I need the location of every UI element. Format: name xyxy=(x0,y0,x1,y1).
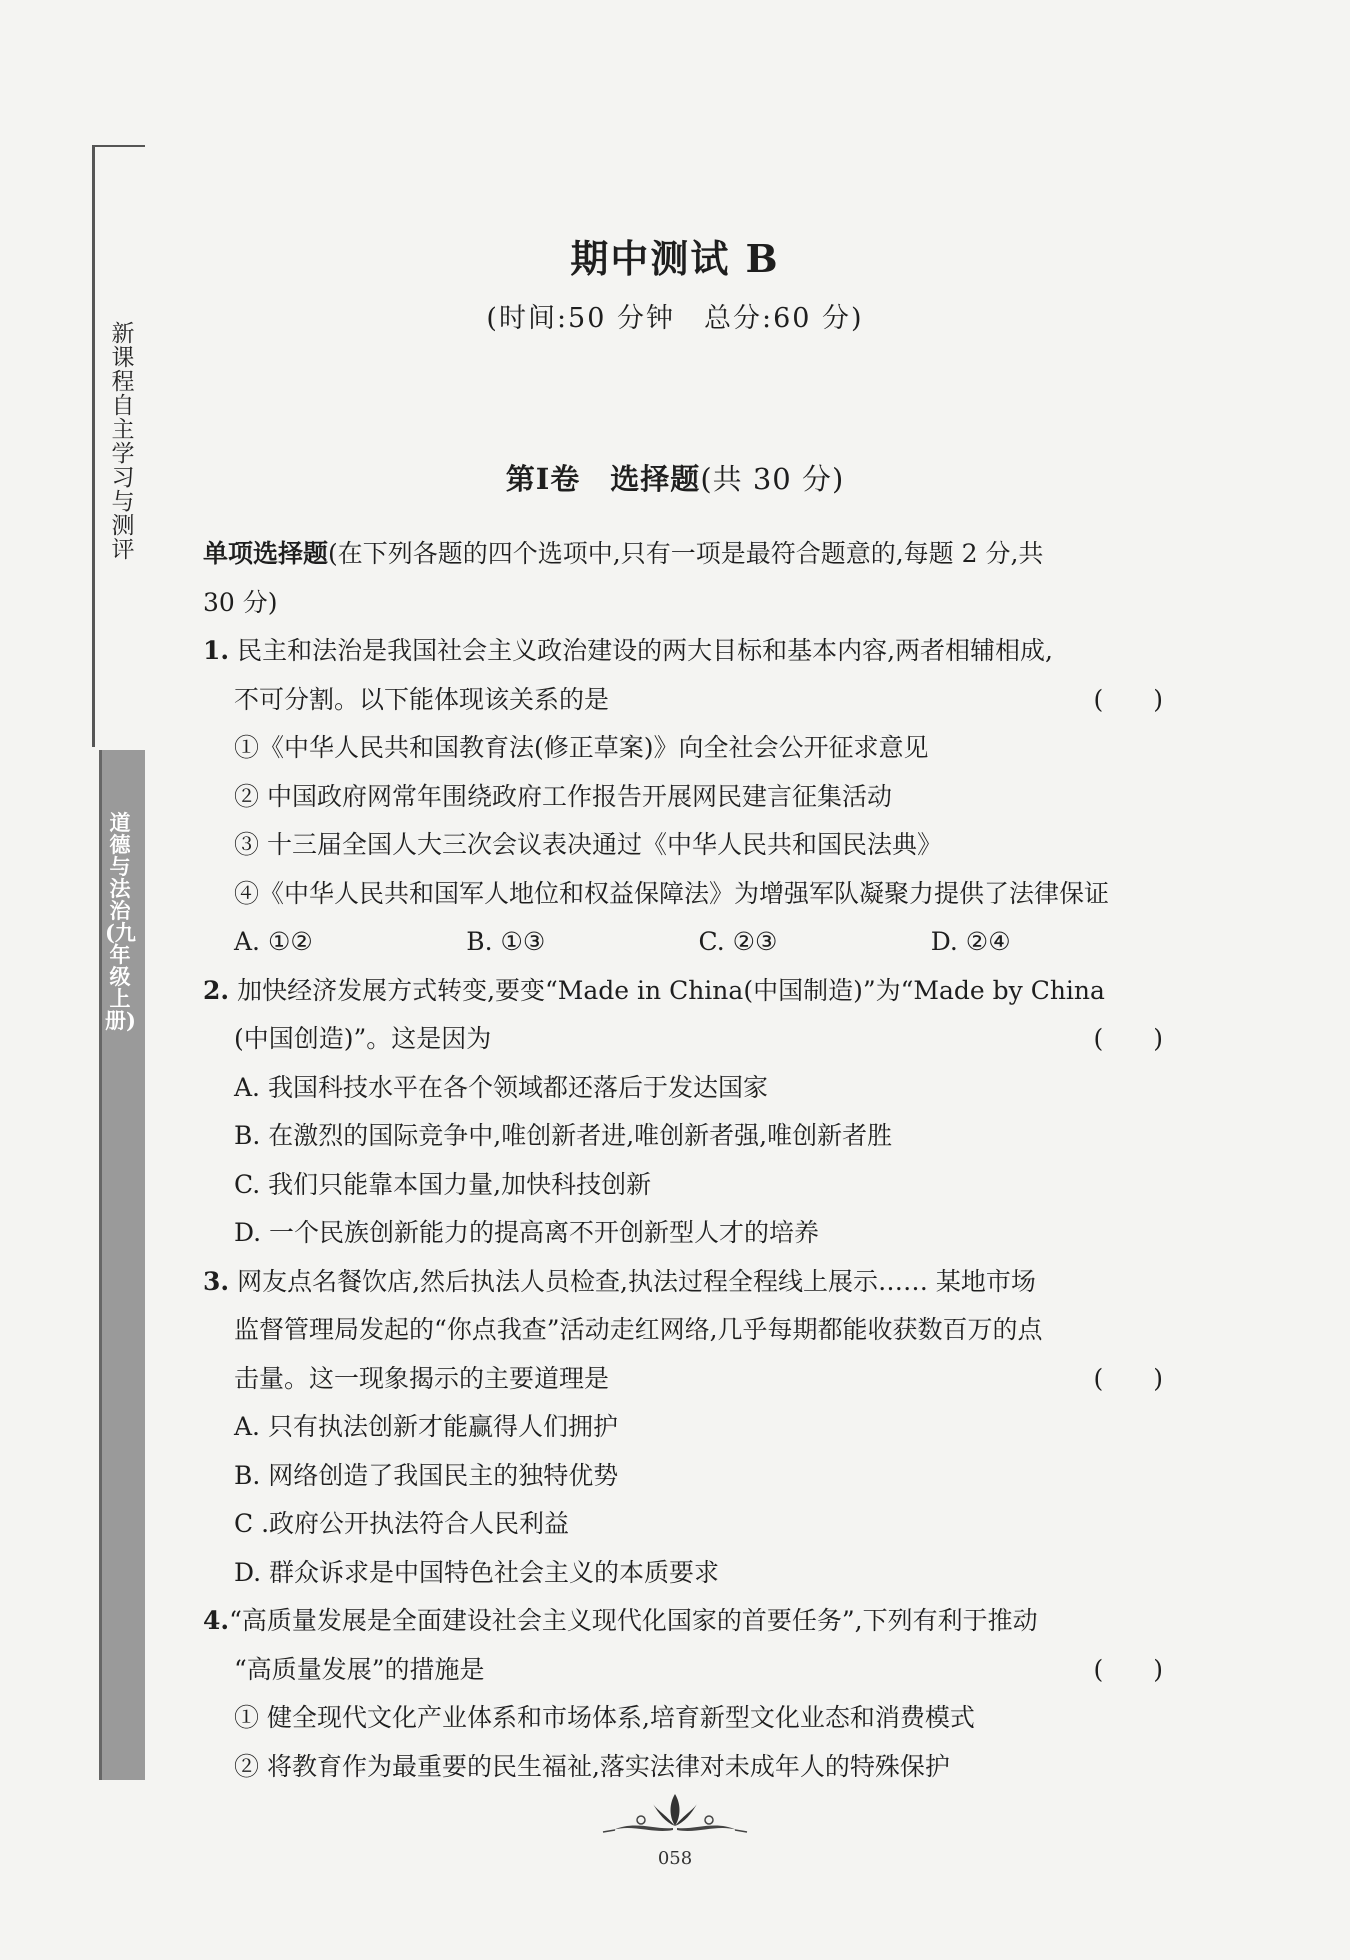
option-c[interactable]: C. ②③ xyxy=(698,927,778,956)
option-b[interactable]: B. ①③ xyxy=(466,927,546,956)
option-c[interactable]: C .政府公开执法符合人民利益 xyxy=(234,1509,570,1538)
floral-ornament-icon xyxy=(595,1790,755,1836)
sidebar-subject-title: 道德与法治(九年级上册) xyxy=(105,810,136,1033)
answer-bracket[interactable]: ( ) xyxy=(1093,1024,1163,1053)
question-stem-text: “高质量发展”的措施是 xyxy=(234,1654,485,1684)
question-stem-text: 网友点名餐饮店,然后执法人员检查,执法过程全程线上展示…… 某地市场 xyxy=(237,1266,1036,1296)
statement-item: ④《中华人民共和国军人地位和权益保障法》为增强军队凝聚力提供了法律保证 xyxy=(234,878,1110,908)
page-title: 期中测试 B xyxy=(570,236,780,281)
instruction-line xyxy=(203,579,1163,628)
question-3-stem-cont xyxy=(203,1306,1163,1355)
statement-item: ② 将教育作为最重要的民生福祉,落实法律对未成年人的特殊保护 xyxy=(234,1751,950,1781)
instruction-text-cont: 30 分) xyxy=(203,587,278,617)
question-2-stem xyxy=(203,967,1163,1016)
question-4-stem xyxy=(203,1597,1163,1646)
statement-item: ② 中国政府网常年围绕政府工作报告开展网民建言征集活动 xyxy=(234,781,892,811)
option-a[interactable]: A. ①② xyxy=(234,927,313,956)
statement-item: ① 健全现代文化产业体系和市场体系,培育新型文化业态和消费模式 xyxy=(234,1703,975,1732)
exam-info: (时间:50 分钟 总分:60 分) xyxy=(486,303,864,334)
question-2-stem-cont xyxy=(203,1015,1163,1064)
option-d[interactable]: D. 群众诉求是中国特色社会主义的本质要求 xyxy=(234,1557,720,1587)
question-stem-text: 民主和法治是我国社会主义政治建设的两大目标和基本内容,两者相辅相成, xyxy=(237,636,1053,665)
page-number: 058 xyxy=(657,1848,693,1869)
question-1-stem-cont xyxy=(203,676,1163,725)
answer-bracket[interactable]: ( ) xyxy=(1093,1654,1163,1684)
question-3-stem xyxy=(203,1258,1163,1307)
question-stem-text: 加快经济发展方式转变,要变“Made in China(中国制造)”为“Made by China xyxy=(237,975,1105,1005)
statement-item: ①《中华人民共和国教育法(修正草案)》向全社会公开征求意见 xyxy=(234,733,929,762)
question-number: 2. xyxy=(203,975,230,1005)
question-stem-text: 不可分割。以下能体现该关系的是 xyxy=(234,684,610,714)
question-stem-text: 监督管理局发起的“你点我查”活动走红网络,几乎每期都能收获数百万的点 xyxy=(234,1315,1043,1344)
section-label: 第Ⅰ卷 xyxy=(505,462,581,496)
question-3-stem-cont xyxy=(203,1355,1163,1404)
option-a[interactable]: A. 我国科技水平在各个领域都还落后于发达国家 xyxy=(234,1072,768,1102)
question-number: 3. xyxy=(203,1266,230,1296)
sidebar-series-title: 新课程自主学习与测评 xyxy=(111,321,135,563)
instruction-text: (在下列各题的四个选项中,只有一项是最符合题意的,每题 2 分,共 xyxy=(328,539,1044,568)
question-1-stem xyxy=(203,627,1163,676)
answer-bracket[interactable]: ( ) xyxy=(1093,1363,1163,1393)
option-b[interactable]: B. 网络创造了我国民主的独特优势 xyxy=(234,1460,619,1490)
section-name: 选择题 xyxy=(610,462,701,496)
option-d[interactable]: D. 一个民族创新能力的提高离不开创新型人才的培养 xyxy=(234,1218,820,1247)
question-number: 4. xyxy=(203,1606,230,1635)
instruction-label: 单项选择题 xyxy=(203,539,329,568)
option-d[interactable]: D. ②④ xyxy=(930,927,1011,956)
statement-item: ③ 十三届全国人大三次会议表决通过《中华人民共和国民法典》 xyxy=(234,830,942,859)
instruction-line xyxy=(203,530,1163,579)
option-b[interactable]: B. 在激烈的国际竞争中,唯创新者进,唯创新者强,唯创新者胜 xyxy=(234,1121,893,1150)
answer-bracket[interactable]: ( ) xyxy=(1093,684,1163,714)
section-heading xyxy=(0,457,1350,498)
question-4-stem-cont xyxy=(203,1646,1163,1695)
question-1-options xyxy=(203,918,1163,967)
section-score: (共 30 分) xyxy=(700,462,845,496)
exam-content xyxy=(203,530,1163,1791)
question-number: 1. xyxy=(203,636,230,665)
question-stem-text: “高质量发展是全面建设社会主义现代化国家的首要任务”,下列有利于推动 xyxy=(229,1606,1038,1635)
option-c[interactable]: C. 我们只能靠本国力量,加快科技创新 xyxy=(234,1169,652,1199)
question-stem-text: (中国创造)”。这是因为 xyxy=(234,1024,492,1053)
question-stem-text: 击量。这一现象揭示的主要道理是 xyxy=(234,1363,610,1393)
option-a[interactable]: A. 只有执法创新才能赢得人们拥护 xyxy=(234,1412,618,1441)
